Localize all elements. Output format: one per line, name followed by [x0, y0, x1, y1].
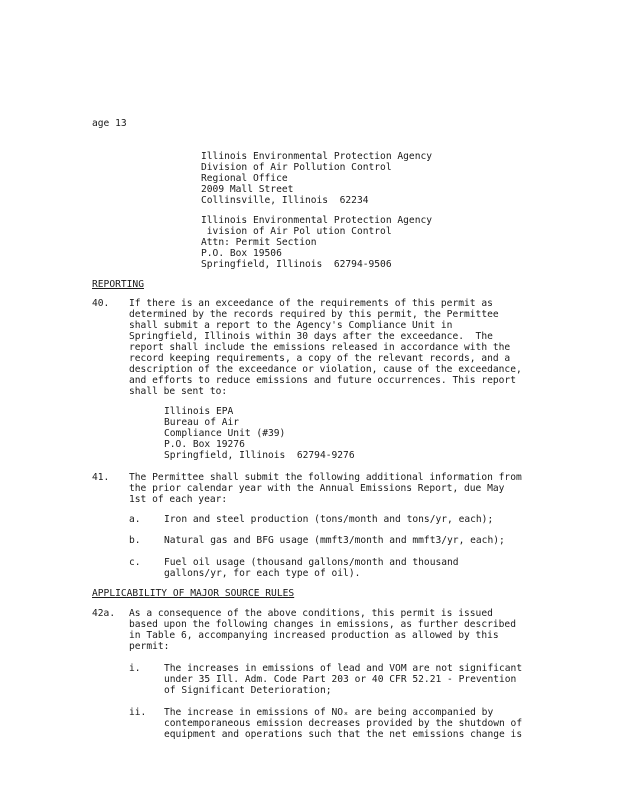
condition-text-line: determined by the records required by this permit, the Permittee: [129, 309, 499, 320]
report-address-line: Illinois EPA: [164, 406, 234, 417]
address-line: Illinois Environmental Protection Agency: [201, 215, 433, 226]
condition-text-line: report shall include the emissions released in accordance with the: [129, 342, 511, 353]
report-address-line: P.O. Box 19276: [164, 439, 245, 450]
condition-number: 42a.: [92, 608, 116, 619]
item-label: b.: [129, 535, 141, 546]
condition-text-line: shall submit a report to the Agency's Compliance Unit in: [129, 320, 453, 331]
item-text-line: gallons/yr, for each type of oil).: [164, 568, 361, 579]
condition-text-line: based upon the following changes in emissions, as further described: [129, 619, 516, 630]
item-label: ii.: [129, 707, 147, 718]
condition-text-line: If there is an exceedance of the requirements of this permit as: [129, 298, 493, 309]
condition-text-line: the prior calendar year with the Annual Emissions Report, due May: [129, 483, 505, 494]
condition-text-line: Springfield, Illinois within 30 days after the exceedance. The: [129, 331, 493, 342]
item-text-line: The increases in emissions of lead and VOM are not significant: [164, 663, 523, 674]
item-label: i.: [129, 663, 141, 674]
condition-text-line: The Permittee shall submit the following additional information from: [129, 472, 522, 483]
page-number: age 13: [92, 118, 127, 129]
condition-number: 40.: [92, 298, 110, 309]
address-line: Illinois Environmental Protection Agency: [201, 151, 433, 162]
condition-number: 41.: [92, 472, 110, 483]
condition-text-line: description of the exceedance or violation, cause of the exceedance,: [129, 364, 522, 375]
item-text-line: under 35 Ill. Adm. Code Part 203 or 40 CFR 52.21 - Prevention: [164, 674, 517, 685]
address-line: Springfield, Illinois 62794-9506: [201, 259, 392, 270]
address-line: Regional Office: [201, 173, 288, 184]
item-text-line: Fuel oil usage (thousand gallons/month and thousand: [164, 557, 459, 568]
item-text-line: contemporaneous emission decreases provided by the shutdown of: [164, 718, 523, 729]
condition-text-line: permit:: [129, 641, 170, 652]
address-line: Collinsville, Illinois 62234: [201, 195, 369, 206]
section-heading-reporting: REPORTING: [92, 279, 144, 290]
condition-text-line: As a consequence of the above conditions, this permit is issued: [129, 608, 493, 619]
address-line: 2009 Mall Street: [201, 184, 294, 195]
item-text-line: equipment and operations such that the net emissions change is: [164, 729, 523, 740]
address-line: Division of Air Pollution Control: [201, 162, 392, 173]
condition-text-line: shall be sent to:: [129, 386, 228, 397]
item-text-line: Natural gas and BFG usage (mmft3/month and mmft3/yr, each);: [164, 535, 505, 546]
item-text-line: Iron and steel production (tons/month and tons/yr, each);: [164, 514, 494, 525]
address-line: ivision of Air Pol ution Control: [201, 226, 392, 237]
condition-text-line: and efforts to reduce emissions and future occurrences. This report: [129, 375, 516, 386]
address-line: Attn: Permit Section: [201, 237, 317, 248]
item-label: a.: [129, 514, 141, 525]
report-address-line: Bureau of Air: [164, 417, 240, 428]
report-address-line: Compliance Unit (#39): [164, 428, 286, 439]
address-line: P.O. Box 19506: [201, 248, 282, 259]
item-text-line: The increase in emissions of NOₓ are being accompanied by: [164, 707, 494, 718]
report-address-line: Springfield, Illinois 62794-9276: [164, 450, 355, 461]
item-text-line: of Significant Deterioration;: [164, 685, 332, 696]
item-label: c.: [129, 557, 141, 568]
condition-text-line: in Table 6, accompanying increased production as allowed by this: [129, 630, 499, 641]
condition-text-line: record keeping requirements, a copy of the relevant records, and a: [129, 353, 511, 364]
condition-text-line: 1st of each year:: [129, 494, 228, 505]
section-heading-applicability: APPLICABILITY OF MAJOR SOURCE RULES: [92, 588, 295, 599]
